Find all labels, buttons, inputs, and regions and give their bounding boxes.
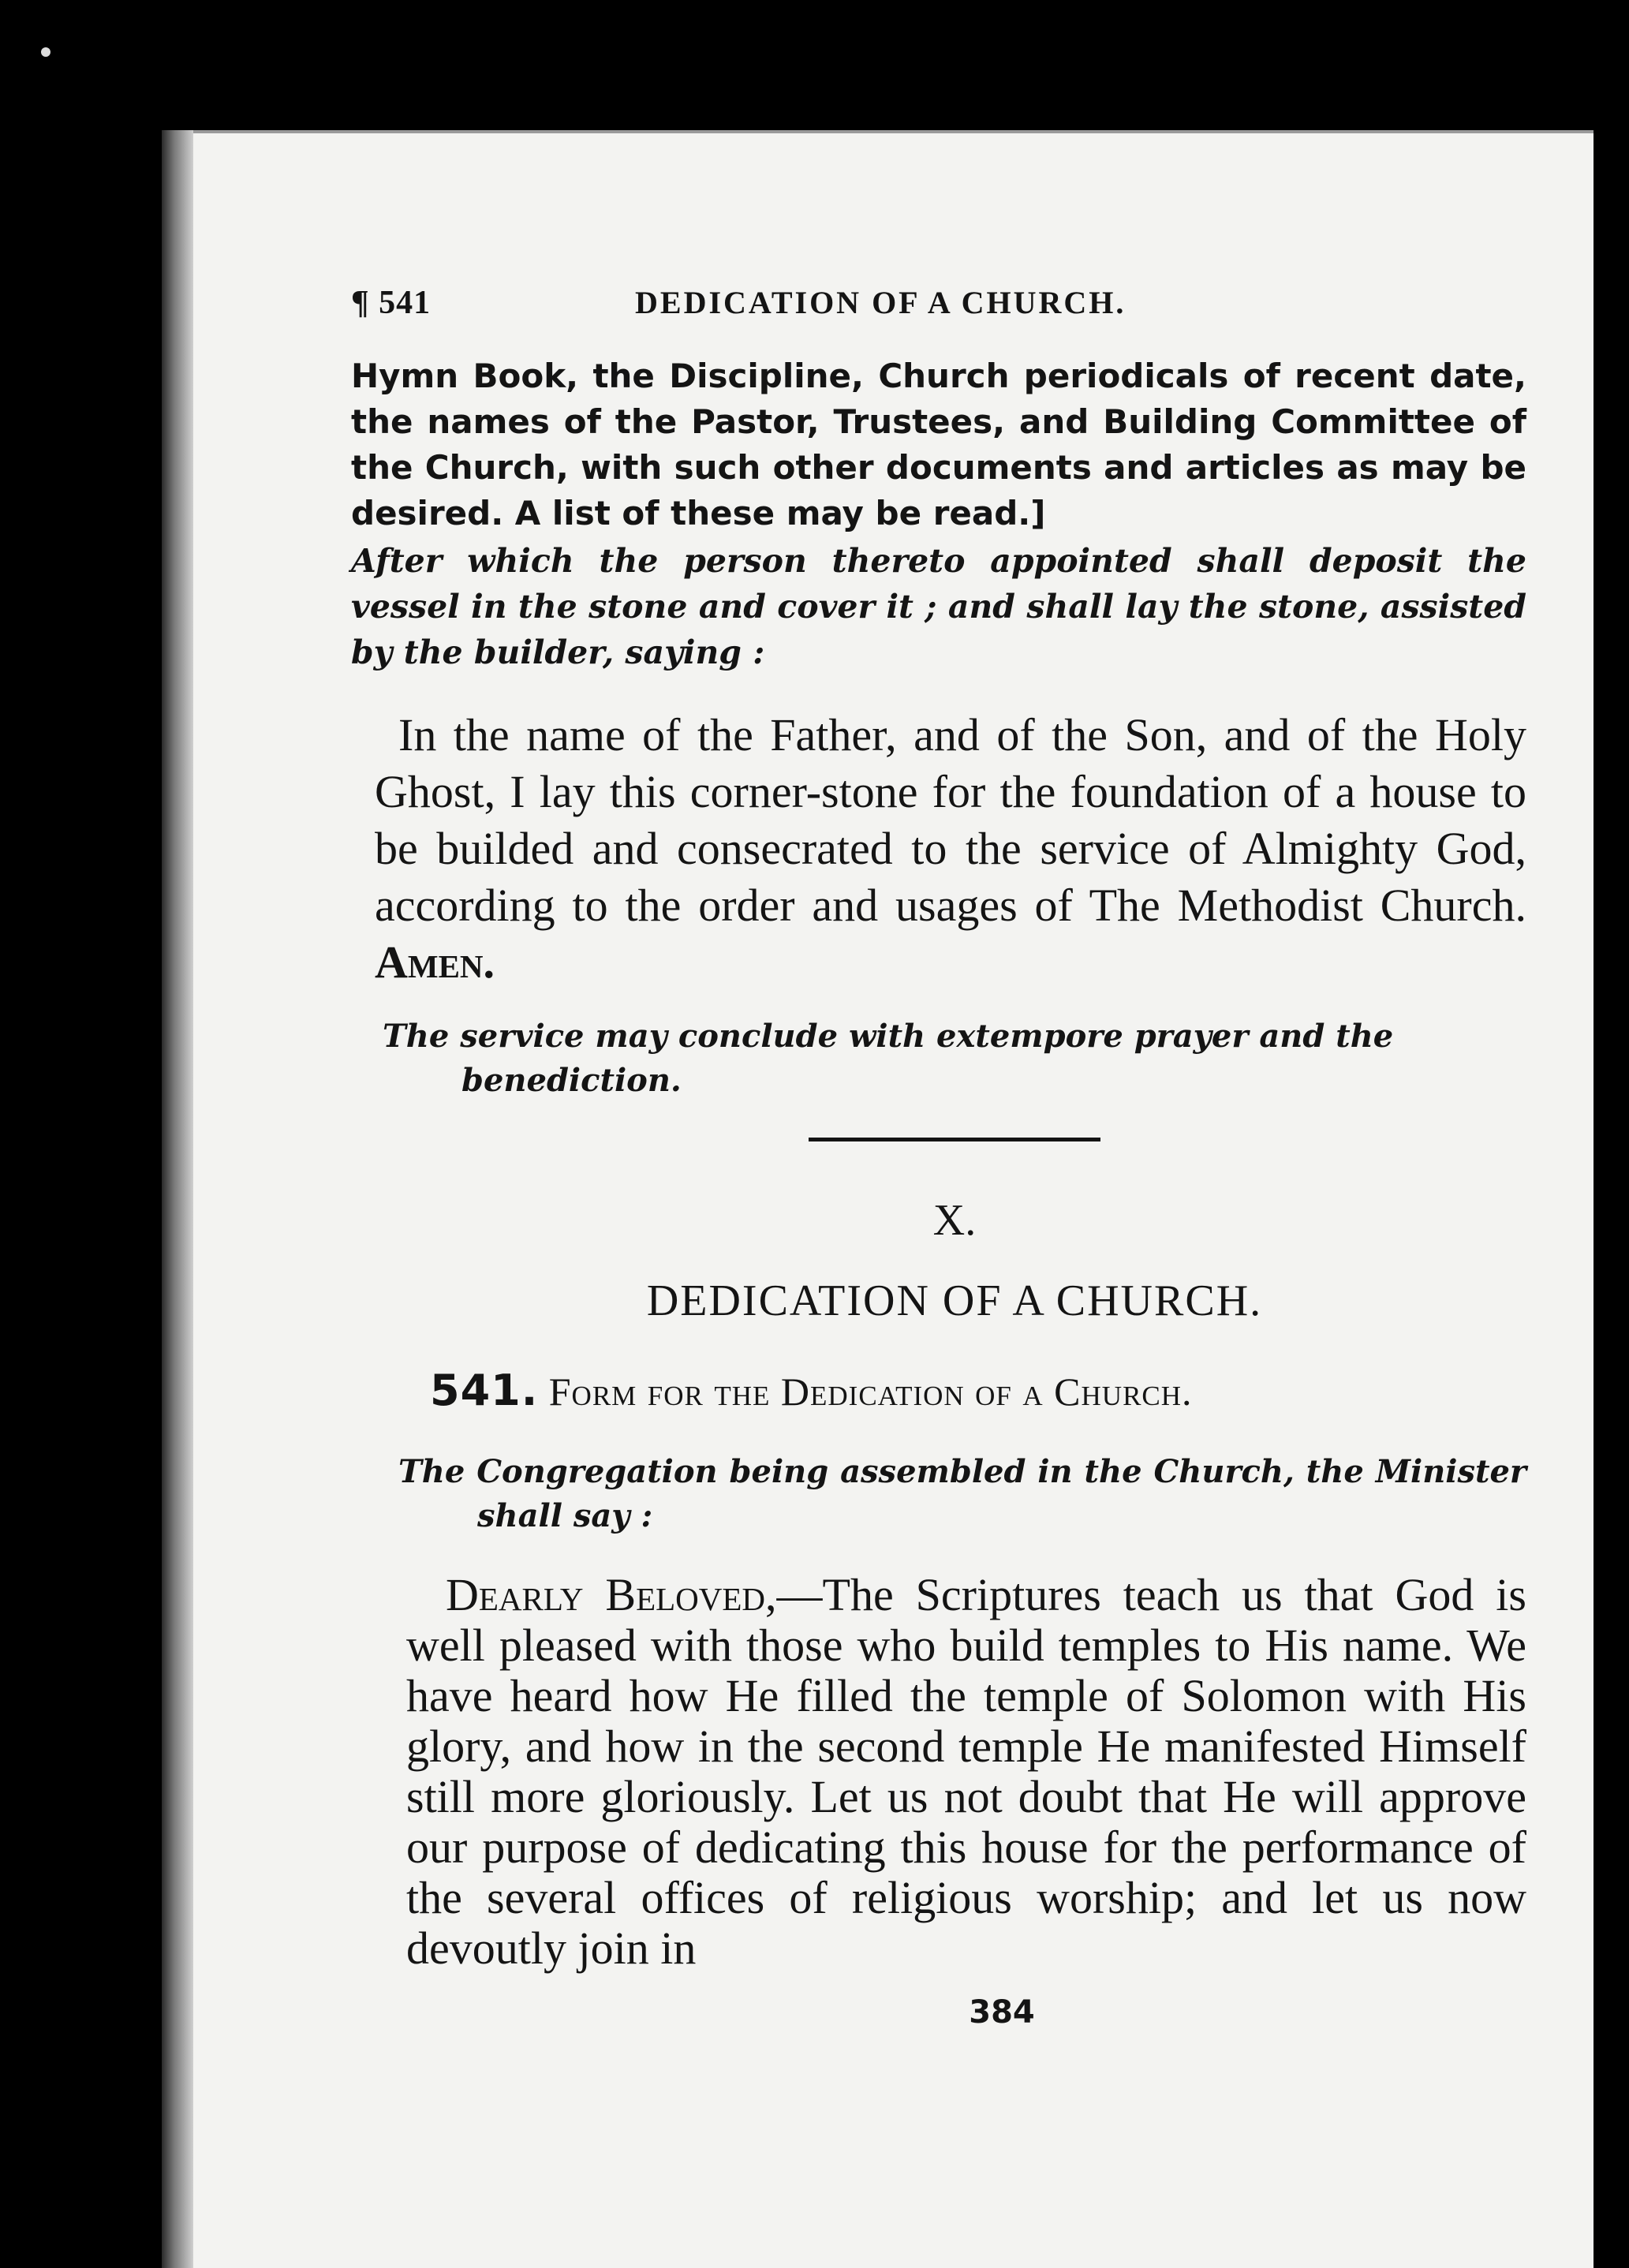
rubric-lay-stone: After which the person thereto appointed shall deposit the vessel in the stone and cover it ; and shall lay the stone, assisted by the builder, saying : [351, 542, 1526, 671]
address-text: —The Scriptures teach us that God is well pleased with those who build temples to His name. We have heard how He filled the temple of Solomon with His glory, and how in the second temple He manifested Himself still more gloriously. Let us not doubt that He will approve our purpose of dedicating this house for the performance of the several offices of religious worship; and let us now devoutly join in [406, 1569, 1526, 1974]
page-number: 384 [969, 1994, 1035, 2031]
chapter-number: X. [932, 1196, 977, 1245]
invocation [375, 707, 1526, 991]
scan-speck [41, 47, 50, 57]
chapter-title: DEDICATION OF A CHURCH. [646, 1276, 1263, 1325]
rubric-congregation: The Congregation being assembled in the Church, the Minister shall say : [398, 1453, 1526, 1534]
address [406, 1570, 1526, 1974]
running-head-title: DEDICATION OF A CHURCH. [635, 285, 1126, 320]
page-content [351, 284, 1526, 2031]
facing-page-edge [1594, 95, 1629, 2268]
opening-text: Hymn Book, the Discipline, Church periodicals of recent date, the names of the Pastor, Trustees, and Building Committee of the Church, with such other documents and articles as may be desired. A list of these may be read.] [351, 357, 1526, 532]
invocation-amen: Amen. [375, 936, 495, 988]
section-number: 541. [430, 1366, 539, 1415]
rubric-conclude: The service may conclude with extempore prayer and the benediction. [383, 1018, 1394, 1099]
address-opening: Dearly Beloved, [446, 1569, 777, 1620]
running-head-paragraph-number: ¶ 541 [351, 285, 432, 321]
section-title: Form for the Dedication of a Church. [548, 1369, 1193, 1414]
invocation-text: In the name of the Father, and of the Son, and of the Holy Ghost, I lay this corner-stone for the foundation of a house to be builded and consecrated to the service of Almighty God, according to the order and usages of The Methodist Church. [375, 709, 1526, 931]
page-binding-edge [162, 130, 193, 2268]
section-divider-rule [809, 1138, 1100, 1141]
section-heading [430, 1366, 1526, 1415]
running-head [351, 284, 1526, 322]
